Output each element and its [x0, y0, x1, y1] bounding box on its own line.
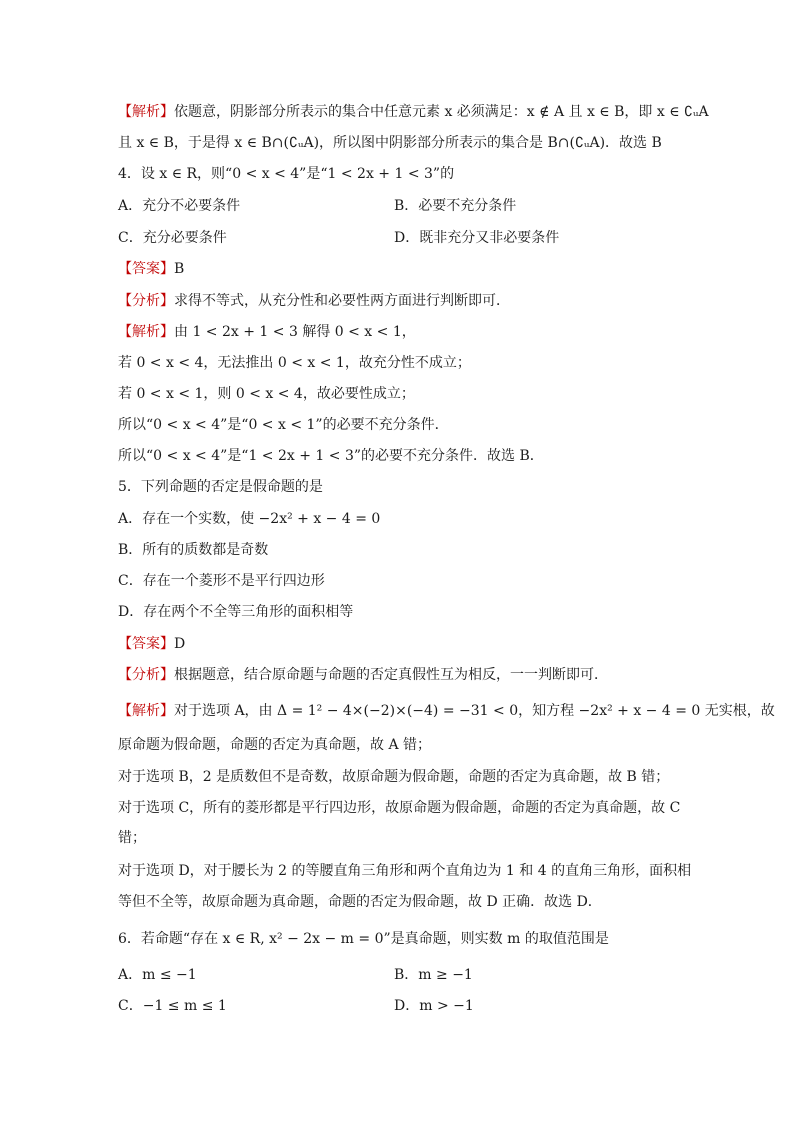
section-tag: 【解析】: [118, 703, 174, 719]
text-line: [118, 446, 678, 466]
text-line: [118, 384, 678, 404]
text-line: [118, 892, 678, 912]
line-text: D: [174, 636, 186, 652]
solution-line: [118, 322, 678, 342]
line-text: 6．若命题“存在 x ∈ R, x² − 2x − m = 0”是真命题，则实数 m 的取值范围是: [118, 931, 609, 947]
text-line: [118, 415, 678, 435]
line-text: 根据题意，结合原命题与命题的否定真假性互为相反，一一判断即可．: [174, 667, 608, 683]
analysis-line: [118, 291, 678, 311]
option-line: [118, 540, 678, 560]
line-text: 等但不全等，故原命题为真命题，命题的否定为假命题，故 D 正确．故选 D．: [118, 894, 602, 910]
text-line: [118, 735, 678, 755]
line-text: 且 x ∈ B，于是得 x ∈ B∩(∁ᵤA)，所以图中阴影部分所表示的集合是 B∩(∁ᵤA)．故选 B: [118, 135, 662, 151]
option-line: [118, 602, 678, 622]
option-c: C．−1 ≤ m ≤ 1: [118, 998, 227, 1014]
line-text: 若 0 < x < 1，则 0 < x < 4，故必要性成立；: [118, 386, 415, 402]
section-tag: 【答案】: [118, 636, 174, 652]
solution-line: [118, 701, 775, 721]
line-text: 原命题为假命题，命题的否定为真命题，故 A 错；: [118, 737, 432, 753]
text-line: [118, 798, 681, 818]
question-4-stem: [118, 164, 678, 184]
question-4-options-ab: [118, 196, 678, 216]
option-line: [118, 571, 678, 591]
question-6-options-cd: [118, 996, 678, 1016]
line-text: 4．设 x ∈ R，则“0 < x < 4”是“1 < 2x + 1 < 3”的: [118, 166, 455, 182]
option-a: A．充分不必要条件: [118, 198, 241, 214]
text-line: [118, 767, 678, 787]
line-text: D．存在两个不全等三角形的面积相等: [118, 604, 354, 620]
question-4-options-cd: [118, 228, 678, 248]
option-b: B．必要不充分条件: [394, 198, 517, 214]
option-line: [118, 509, 678, 529]
question-5-stem: [118, 477, 678, 497]
section-tag: 【解析】: [118, 104, 174, 120]
answer-line: [118, 634, 678, 654]
line-text: B: [174, 261, 185, 277]
line-text: 对于选项 A，由 Δ = 1² − 4×(−2)×(−4) = −31 < 0，知方程 −2x² + x − 4 = 0 无实根，故: [174, 703, 775, 719]
section-tag: 【分析】: [118, 667, 174, 683]
option-a: A．m ≤ −1: [118, 967, 197, 983]
line-text: 由 1 < 2x + 1 < 3 解得 0 < x < 1，: [174, 324, 416, 340]
analysis-line: [118, 665, 678, 685]
line-text: 对于选项 C，所有的菱形都是平行四边形，故原命题为假命题，命题的否定为真命题，故 C: [118, 800, 681, 816]
section-tag: 【解析】: [118, 324, 174, 340]
option-b: B．m ≥ −1: [394, 967, 473, 983]
answer-line: [118, 259, 678, 279]
section-tag: 【答案】: [118, 261, 174, 277]
option-d: D．既非充分又非必要条件: [394, 230, 560, 246]
section-tag: 【分析】: [118, 293, 174, 309]
line-text: 对于选项 D，对于腰长为 2 的等腰直角三角形和两个直角边为 1 和 4 的直角三角形，面积相: [118, 863, 692, 879]
line-text: 若 0 < x < 4，无法推出 0 < x < 1，故充分性不成立；: [118, 355, 471, 371]
text-line: [118, 133, 678, 153]
text-line: [118, 353, 678, 373]
line-text: 错；: [118, 830, 146, 846]
line-text: 所以“0 < x < 4”是“1 < 2x + 1 < 3”的必要不充分条件．故选 B．: [118, 448, 544, 464]
line-text: C．存在一个菱形不是平行四边形: [118, 573, 325, 589]
text-line: [118, 102, 709, 122]
line-text: 所以“0 < x < 4”是“0 < x < 1”的必要不充分条件．: [118, 417, 449, 433]
line-text: 对于选项 B，2 是质数但不是奇数，故原命题为假命题，命题的否定为真命题，故 B 错；: [118, 769, 670, 785]
option-c: C．充分必要条件: [118, 230, 227, 246]
option-d: D．m > −1: [394, 998, 474, 1014]
line-text: 求得不等式，从充分性和必要性两方面进行判断即可．: [174, 293, 510, 309]
question-6-options-ab: [118, 965, 678, 985]
line-text: B．所有的质数都是奇数: [118, 542, 269, 558]
question-6-stem: [118, 929, 678, 949]
line-text: 依题意，阴影部分所表示的集合中任意元素 x 必须满足：x ∉ A 且 x ∈ B，即 x ∈ ∁ᵤA: [174, 104, 709, 120]
line-text: 5．下列命题的否定是假命题的是: [118, 479, 323, 495]
line-text: A．存在一个实数，使 −2x² + x − 4 = 0: [118, 511, 381, 527]
text-line: [118, 828, 678, 848]
text-line: [118, 861, 692, 881]
